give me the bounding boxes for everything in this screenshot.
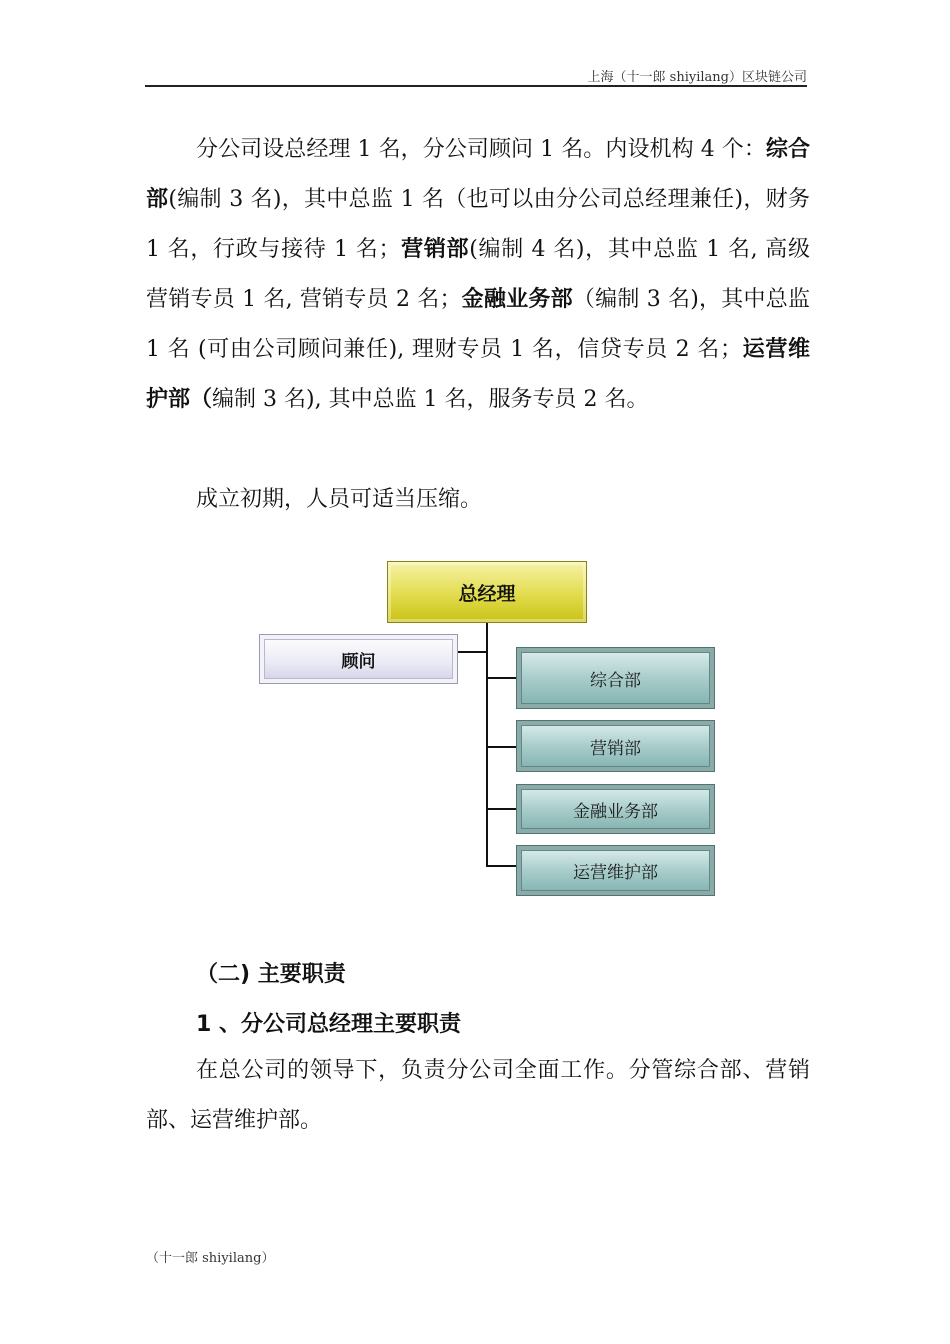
staffing-paragraph (146, 125, 810, 425)
staffing-marketing: (编制 4 名)，其中总监 1 名, 高级营销专员 1 名, 营销专员 2 名； (146, 237, 810, 312)
dept-connector (486, 677, 516, 679)
dept-name-general: 综合部 (146, 137, 810, 212)
initial-stage-paragraph: 成立初期，人员可适当压缩。 (196, 487, 483, 512)
org-node-general-manager: 总经理 (387, 561, 587, 623)
staffing-operations: 编制 3 名), 其中总监 1 名，服务专员 2 名。 (212, 387, 649, 412)
dept-connector (486, 808, 516, 810)
section-subheading: 1 、分公司总经理主要职责 (196, 1012, 461, 1037)
org-node-dept: 营销部 (516, 720, 715, 772)
org-node-advisor: 顾问 (259, 634, 458, 684)
staffing-finance: （编制 3 名)，其中总监 1 名 (可由公司顾问兼任), 理财专员 1 名，信贷专员 2 名； (146, 287, 810, 362)
page-header: 上海（十一郎 shiyilang）区块链公司 (587, 70, 807, 85)
org-node-dept: 运营维护部 (516, 845, 715, 896)
dept-name-marketing: 营销部 (400, 237, 470, 262)
dept-name-operations: 运营维护部（ (146, 337, 810, 412)
staffing-general: (编制 3 名)，其中总监 1 名（也可以由分公司总经理兼任)，财务 1 名，行政与接待 1 名； (146, 187, 810, 262)
gm-duties-paragraph: 在总公司的领导下，负责分公司全面工作。分管综合部、营销部、运营维护部。 (146, 1058, 810, 1133)
org-node-dept: 综合部 (516, 647, 715, 709)
dept-connector (486, 746, 516, 748)
org-node-dept: 金融业务部 (516, 784, 715, 834)
org-trunk-line (486, 623, 488, 866)
header-rule (145, 85, 807, 87)
advisor-connector (458, 651, 487, 653)
section-heading: （二) 主要职责 (196, 962, 346, 987)
dept-connector (486, 865, 516, 867)
page-footer: （十一郎 shiyilang） (146, 1251, 275, 1266)
dept-name-finance: 金融业务部 (461, 287, 573, 312)
staffing-intro: 分公司设总经理 1 名，分公司顾问 1 名。内设机构 4 个： (196, 137, 766, 162)
